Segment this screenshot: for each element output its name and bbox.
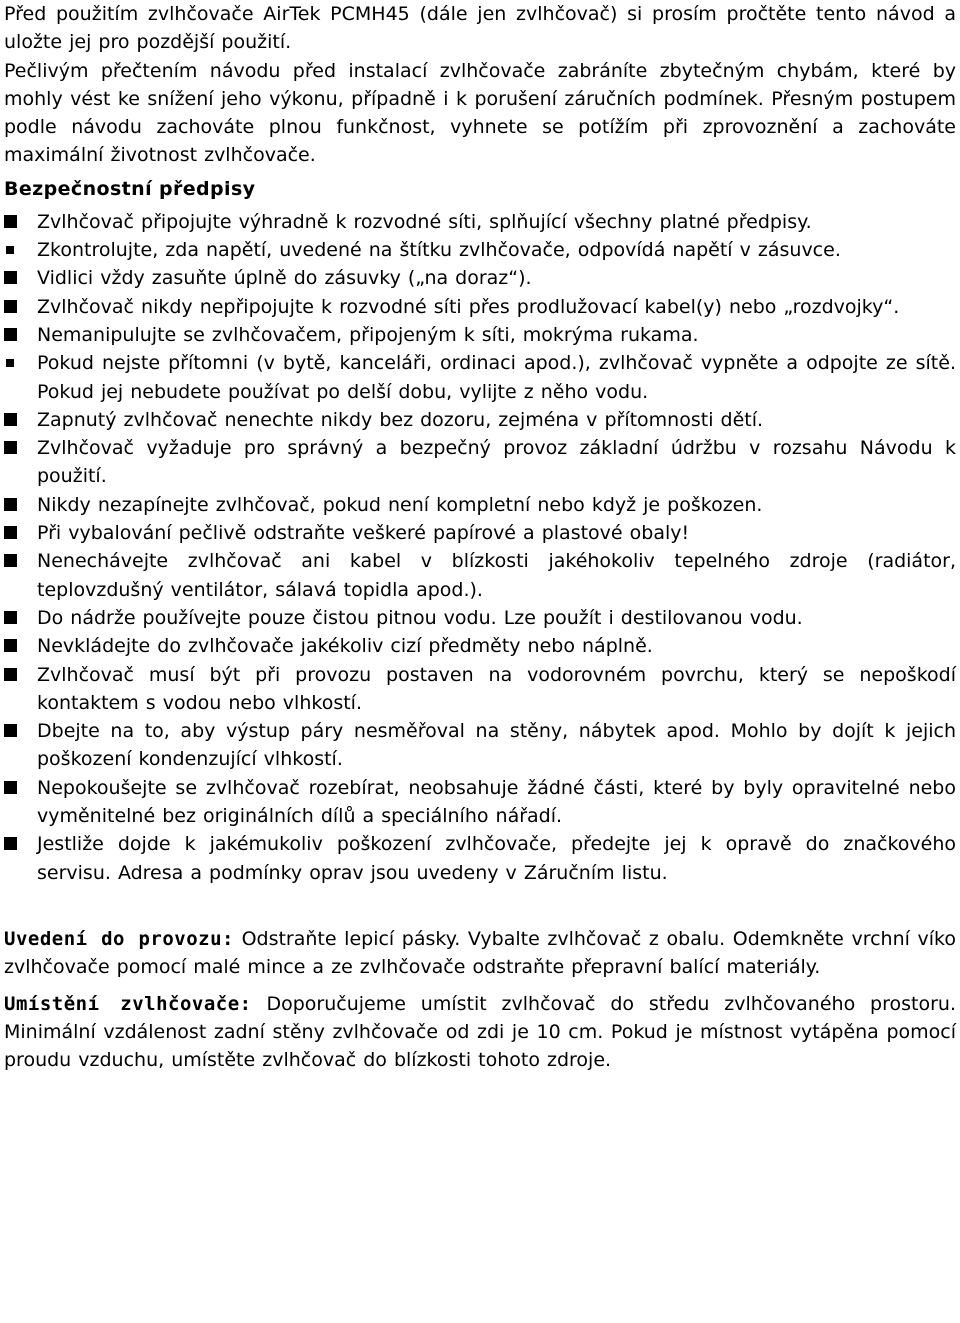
list-item-text: Pokud nejste přítomni (v bytě, kanceláři, ordinaci apod.), zvlhčovač vypněte a odpojte ze sítě. Pokud jej nebudete používat po delší dobu, vylijte z něho vodu.	[37, 352, 956, 403]
startup-text: Odstraňte lepicí pásky. Vybalte zvlhčovač z obalu. Odemkněte vrchní víko zvlhčovače pomocí malé mince a ze zvlhčovače odstraňte přepravní balící materiály.	[4, 927, 956, 979]
list-item-text: Do nádrže používejte pouze čistou pitnou vodu. Lze použít i destilovanou vodu.	[37, 606, 803, 629]
list-item	[4, 208, 956, 236]
square-bullet-icon	[4, 611, 17, 624]
square-bullet-icon	[4, 300, 17, 313]
intro-paragraph-2: Pečlivým přečtením návodu před instalací zvlhčovače zabráníte zbytečným chybám, které by mohly vést ke snížení jeho výkonu, případně i k porušení záručních podmínek. Přesným postupem podle návodu zachováte plnou funkčnost, vyhnete se potížím při zprovoznění a zachováte maximální životnost zvlhčovače.	[4, 59, 956, 167]
list-item-text: Nevkládejte do zvlhčovače jakékoliv cizí předměty nebo náplně.	[37, 635, 653, 658]
list-item-text: Zkontrolujte, zda napětí, uvedené na štítku zvlhčovače, odpovídá napětí v zásuvce.	[37, 239, 841, 262]
list-item-text: Jestliže dojde k jakémukoliv poškození zvlhčovače, předejte jej k opravě do značkového servisu. Adresa a podmínky oprav jsou uvedeny v Záručním listu.	[37, 833, 956, 884]
square-bullet-icon	[4, 215, 17, 228]
list-item	[4, 717, 956, 774]
square-bullet-icon	[4, 554, 17, 567]
list-item	[4, 236, 956, 264]
list-item	[4, 491, 956, 519]
list-item-text: Zvlhčovač vyžaduje pro správný a bezpečný provoz základní údržbu v rozsahu Návodu k použití.	[37, 437, 956, 488]
list-item-text: Zapnutý zvlhčovač nenechte nikdy bez dozoru, zejména v přítomnosti dětí.	[37, 408, 764, 431]
placement-heading: Umístění zvlhčovače:	[4, 992, 252, 1015]
square-bullet-icon	[4, 441, 17, 454]
list-item	[4, 293, 956, 321]
list-item-text: Vidlici vždy zasuňte úplně do zásuvky („na doraz“).	[37, 267, 532, 290]
square-bullet-icon	[4, 837, 17, 850]
square-bullet-icon	[4, 639, 17, 652]
list-item-text: Nepokoušejte se zvlhčovač rozebírat, neobsahuje žádné části, které by byly opravitelné nebo vyměnitelné bez originálních dílů a speciálního nářadí.	[37, 776, 956, 828]
list-item	[4, 661, 956, 718]
safety-heading: Bezpečnostní předpisy	[4, 177, 256, 200]
list-item	[4, 632, 956, 660]
list-item	[4, 321, 956, 349]
manual-page	[4, 0, 956, 1074]
intro-paragraph-1: Před použitím zvlhčovače AirTek PCMH45 (dále jen zvlhčovač) si prosím pročtěte tento návod a uložte jej pro pozdější použití.	[4, 3, 956, 54]
list-item	[4, 604, 956, 632]
list-item-text: Dbejte na to, aby výstup páry nesměřoval na stěny, nábytek apod. Mohlo by dojít k jejich poškození kondenzující vlhkostí.	[37, 720, 956, 771]
list-item	[4, 264, 956, 292]
startup-heading: Uvedení do provozu:	[4, 927, 234, 950]
list-item	[4, 774, 956, 831]
placement-section	[4, 990, 956, 1075]
list-item	[4, 349, 956, 406]
list-item-text: Zvlhčovač musí být při provozu postaven na vodorovném povrchu, který se nepoškodí kontaktem s vodou nebo vlhkostí.	[37, 663, 956, 714]
list-item	[4, 830, 956, 887]
list-item	[4, 519, 956, 547]
square-bullet-icon	[4, 526, 17, 539]
square-bullet-icon	[6, 246, 14, 254]
safety-list	[4, 208, 956, 887]
square-bullet-icon	[4, 328, 17, 341]
square-bullet-icon	[4, 271, 17, 284]
placement-text: Doporučujeme umístit zvlhčovač do středu zvlhčovaného prostoru. Minimální vzdálenost zadní stěny zvlhčovače od zdi je 10 cm. Pokud je místnost vytápěna pomocí proudu vzduchu, umístěte zvlhčovač do blízkosti tohoto zdroje.	[4, 992, 956, 1072]
list-item-text: Zvlhčovač připojujte výhradně k rozvodné síti, splňující všechny platné předpisy.	[37, 210, 812, 233]
list-item-text: Zvlhčovač nikdy nepřipojujte k rozvodné síti přes prodlužovací kabel(y) nebo „rozdvojky“.	[37, 295, 900, 318]
list-item-text: Nenechávejte zvlhčovač ani kabel v blízkosti jakéhokoliv tepelného zdroje (radiátor, teplovzdušný ventilátor, sálavá topidla apod.).	[37, 550, 956, 601]
startup-section	[4, 925, 956, 982]
list-item	[4, 434, 956, 491]
list-item-text: Při vybalování pečlivě odstraňte veškeré papírové a plastové obaly!	[37, 522, 690, 545]
list-item	[4, 547, 956, 604]
square-bullet-icon	[4, 781, 17, 794]
list-item-text: Nemanipulujte se zvlhčovačem, připojeným k síti, mokrýma rukama.	[37, 323, 699, 346]
list-item	[4, 406, 956, 434]
square-bullet-icon	[4, 413, 17, 426]
square-bullet-icon	[4, 724, 17, 737]
square-bullet-icon	[4, 498, 17, 511]
list-item-text: Nikdy nezapínejte zvlhčovač, pokud není kompletní nebo když je poškozen.	[37, 493, 763, 516]
square-bullet-icon	[4, 668, 17, 681]
square-bullet-icon	[6, 359, 14, 367]
